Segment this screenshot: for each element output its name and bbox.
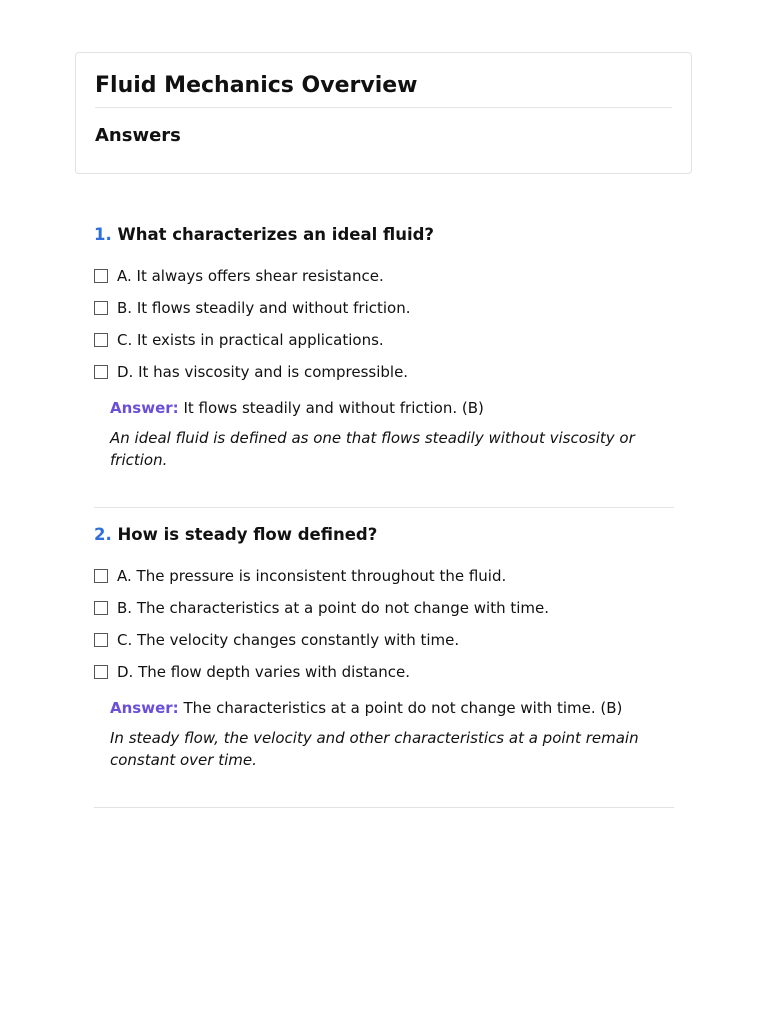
question-text: What characterizes an ideal fluid? [117, 225, 434, 244]
option-label: A. The pressure is inconsistent throughout the fluid. [117, 567, 507, 585]
checkbox-icon[interactable] [94, 301, 108, 315]
option-label: A. It always offers shear resistance. [117, 267, 384, 285]
options-list [94, 260, 411, 388]
answer-explanation: An ideal fluid is defined as one that flows steadily without viscosity or friction. [110, 429, 635, 469]
answer-text: The characteristics at a point do not change with time. (B) [183, 699, 623, 717]
option-label: C. The velocity changes constantly with time. [117, 631, 460, 649]
page-title: Fluid Mechanics Overview [95, 73, 418, 98]
option-b[interactable] [94, 292, 411, 324]
option-label: B. The characteristics at a point do not change with time. [117, 599, 550, 617]
option-a[interactable] [94, 260, 411, 292]
question-text: How is steady flow defined? [117, 525, 378, 544]
checkbox-icon[interactable] [94, 365, 108, 379]
checkbox-icon[interactable] [94, 269, 108, 283]
options-list [94, 560, 549, 688]
option-a[interactable] [94, 560, 549, 592]
checkbox-icon[interactable] [94, 569, 108, 583]
question-divider [94, 807, 674, 808]
question-number: 1. [94, 225, 112, 244]
option-label: D. It has viscosity and is compressible. [117, 363, 409, 381]
answer-label: Answer: [110, 699, 179, 717]
checkbox-icon[interactable] [94, 333, 108, 347]
answer-line [110, 697, 670, 719]
answer-block [110, 397, 670, 471]
question-title [94, 222, 674, 248]
option-label: D. The flow depth varies with distance. [117, 663, 410, 681]
question-title [94, 522, 674, 548]
option-label: C. It exists in practical applications. [117, 331, 384, 349]
option-c[interactable] [94, 624, 549, 656]
checkbox-icon[interactable] [94, 633, 108, 647]
option-d[interactable] [94, 656, 549, 688]
header-card [75, 52, 692, 174]
page-subtitle: Answers [95, 125, 181, 146]
question-1 [94, 222, 674, 469]
option-b[interactable] [94, 592, 549, 624]
checkbox-icon[interactable] [94, 601, 108, 615]
option-d[interactable] [94, 356, 411, 388]
checkbox-icon[interactable] [94, 665, 108, 679]
answer-line [110, 397, 670, 419]
answer-label: Answer: [110, 399, 179, 417]
question-number: 2. [94, 525, 112, 544]
option-c[interactable] [94, 324, 411, 356]
option-label: B. It flows steadily and without friction. [117, 299, 411, 317]
question-2 [94, 522, 674, 769]
answer-text: It flows steadily and without friction. (B) [183, 399, 484, 417]
header-divider [95, 107, 672, 108]
answer-block [110, 697, 670, 771]
answer-explanation: In steady flow, the velocity and other characteristics at a point remain constant over time. [110, 729, 639, 769]
question-divider [94, 507, 674, 508]
